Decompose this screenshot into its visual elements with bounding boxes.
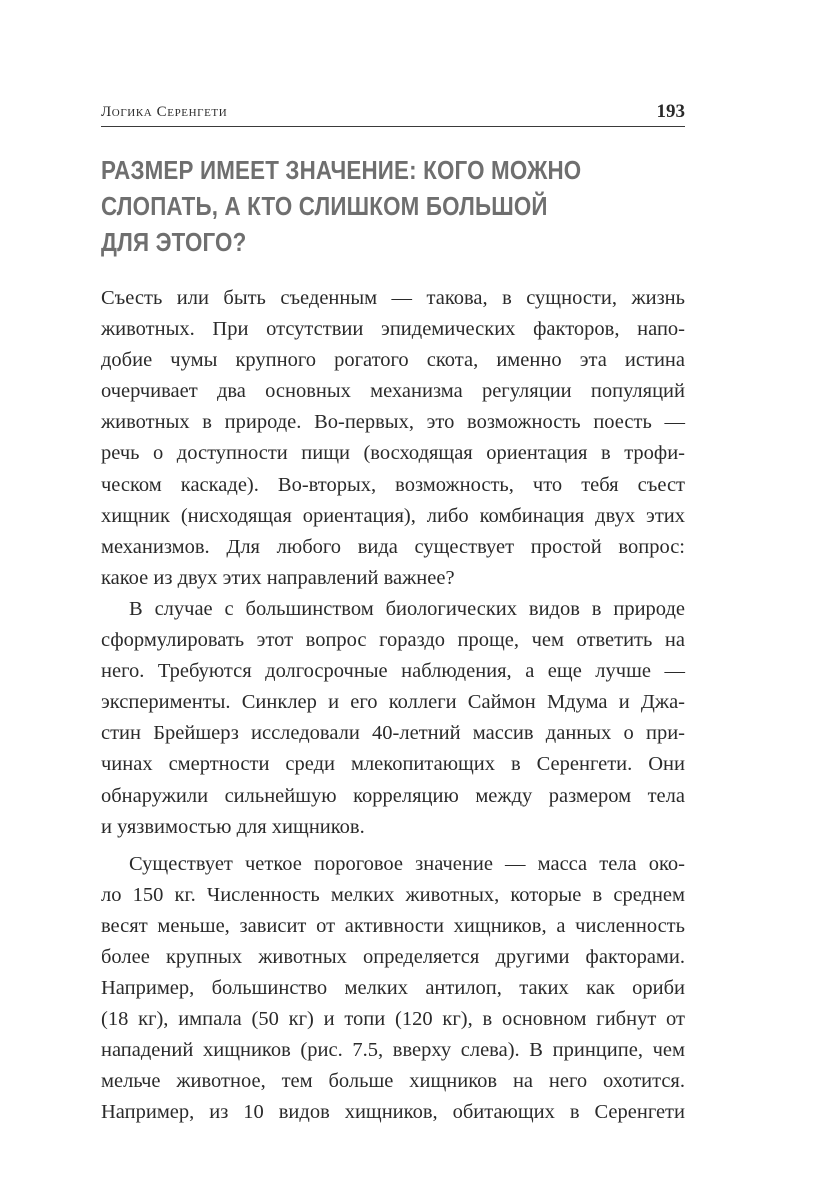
text-line: речь о доступности пищи (восходящая ориентация в трофи-: [101, 442, 685, 465]
text-line: весят меньше, зависит от активности хищников, а численность: [101, 914, 685, 937]
text-line: Например, из 10 видов хищников, обитающих в Серенгети: [101, 1101, 685, 1124]
text-line: В случае с большинством биологических видов в природе: [129, 597, 685, 620]
text-line: животных в природе. Во-первых, это возможность поесть —: [101, 411, 685, 434]
text-line: более крупных животных определяется другими факторами.: [101, 945, 685, 968]
text-line: добие чумы крупного рогатого скота, именно эта истина: [101, 349, 685, 372]
text-line: Съесть или быть съеденным — такова, в сущности, жизнь: [101, 287, 685, 309]
heading-line: ДЛЯ ЭТОГО?: [101, 227, 247, 257]
text-line: ло 150 кг. Численность мелких животных, которые в среднем: [101, 883, 685, 906]
body-text: [101, 283, 685, 1129]
page-number: 193: [656, 101, 685, 122]
text-line: (18 кг), импала (50 кг) и топи (120 кг), в основном гибнут от: [101, 1008, 685, 1031]
text-line: механизмов. Для любого вида существует простой вопрос:: [101, 535, 685, 558]
text-line: ческом каскаде). Во-вторых, возможность, что тебя съест: [101, 473, 685, 496]
heading-line: СЛОПАТЬ, А КТО СЛИШКОМ БОЛЬШОЙ: [101, 191, 548, 221]
paragraph: [101, 849, 685, 1129]
text-line: очерчивает два основных механизма регуляции популяций: [101, 380, 685, 403]
text-line: чинах смертности среди млекопитающих в Серенгети. Они: [101, 753, 685, 776]
running-title: Логика Серенгети: [101, 104, 228, 120]
running-head: [101, 100, 685, 127]
text-line: него. Требуются долгосрочные наблюдения, а еще лучше —: [101, 660, 685, 683]
text-line: хищник (нисходящая ориентация), либо комбинация двух этих: [101, 504, 685, 527]
heading-line: РАЗМЕР ИМЕЕТ ЗНАЧЕНИЕ: КОГО МОЖНО: [101, 155, 582, 185]
text-line: и уязвимостью для хищников.: [101, 815, 365, 838]
section-heading: [101, 152, 603, 260]
text-line: сформулировать этот вопрос гораздо проще, чем ответить на: [101, 629, 685, 652]
text-line: животных. При отсутствии эпидемических факторов, напо-: [101, 318, 685, 341]
text-line: мельче животное, тем больше хищников на него охотится.: [101, 1070, 685, 1093]
text-line: Например, большинство мелких антилоп, таких как ориби: [101, 977, 685, 1000]
paragraph: [101, 594, 685, 843]
paragraph: [101, 283, 685, 594]
text-line: стин Брейшерз исследовали 40-летний массив данных о при-: [101, 722, 685, 745]
text-line: Существует четкое пороговое значение — масса тела око-: [129, 852, 685, 875]
text-line: эксперименты. Синклер и его коллеги Саймон Мдума и Джа-: [101, 691, 685, 714]
text-line: нападений хищников (рис. 7.5, вверху слева). В принципе, чем: [101, 1039, 685, 1062]
text-line: какое из двух этих направлений важнее?: [101, 566, 455, 589]
text-line: обнаружили сильнейшую корреляцию между размером тела: [101, 784, 685, 807]
